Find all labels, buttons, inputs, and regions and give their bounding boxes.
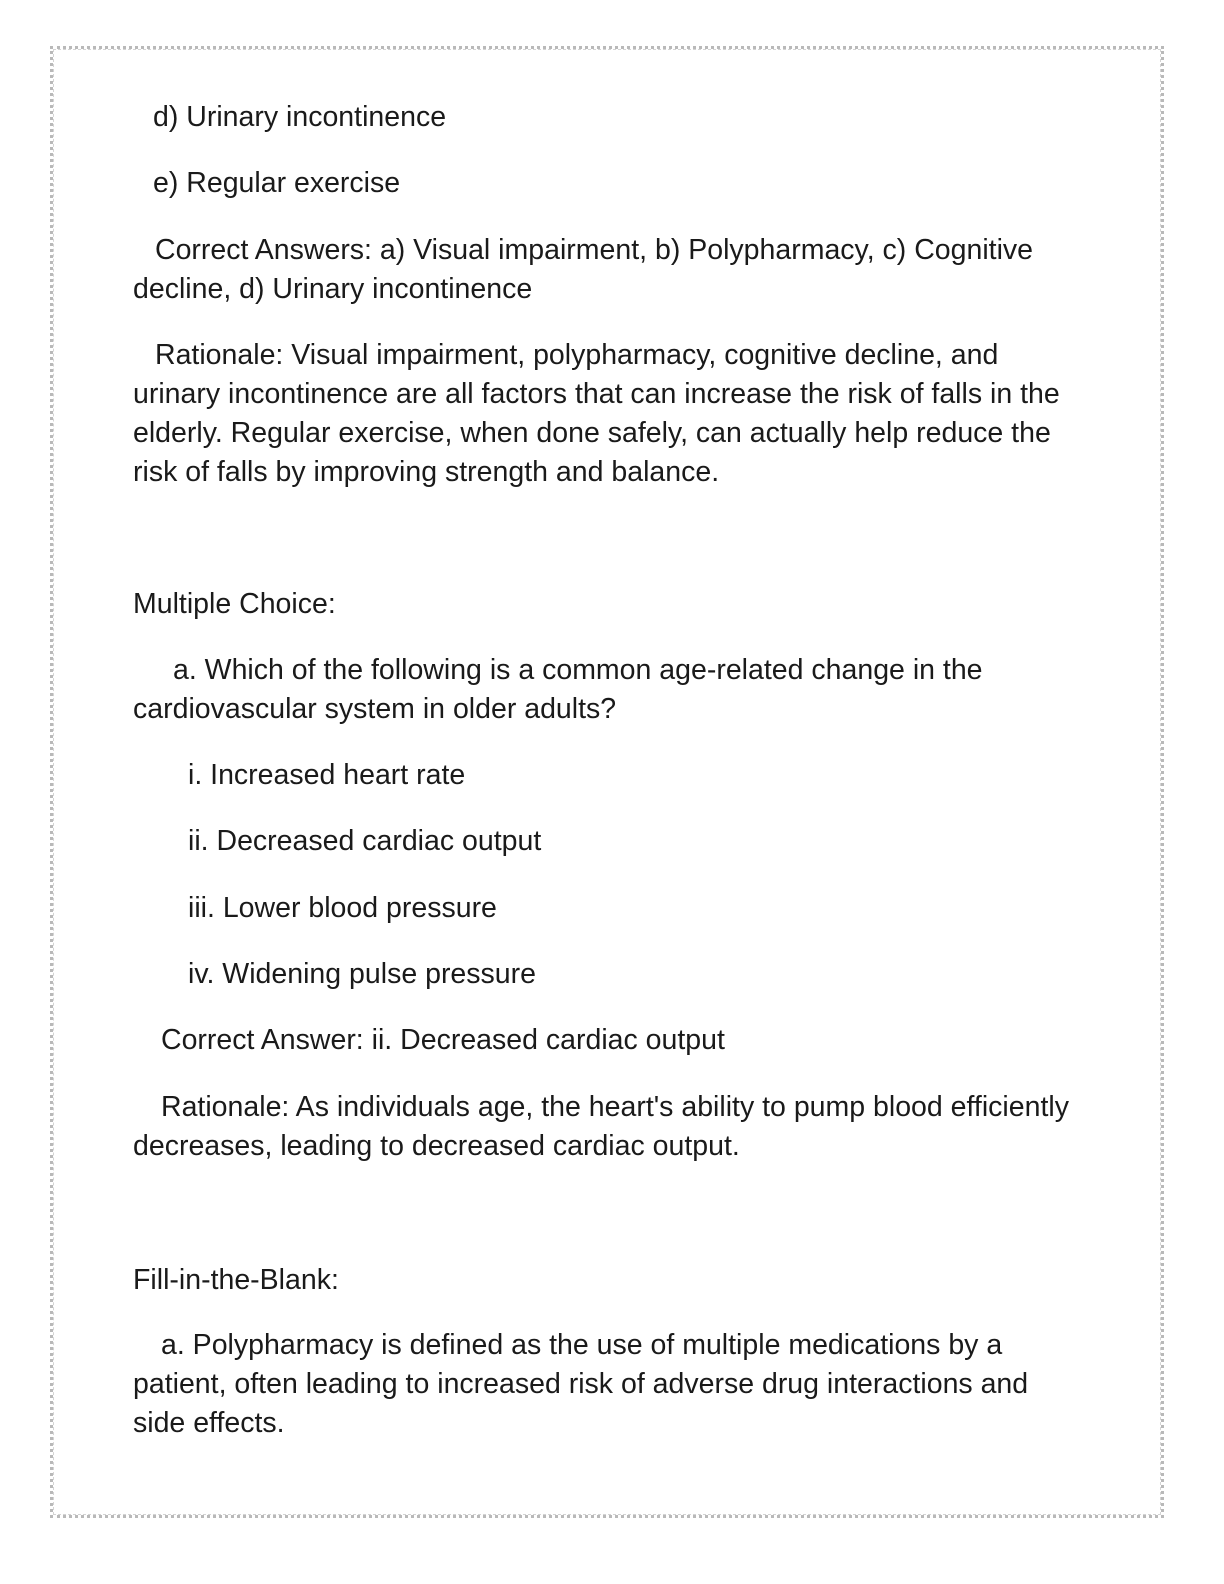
option-e: e) Regular exercise <box>153 167 401 199</box>
rationale-falls: Rationale: Visual impairment, polypharmacy, cognitive decline, and urinary incontinence are all factors that can increase the risk of falls in the elderly. Regular exercise, when done safely, can actually help reduce the risk of falls by improving strength and balance. <box>133 339 1060 488</box>
mc-option-i: i. Increased heart rate <box>188 759 466 791</box>
multiple-choice-heading: Multiple Choice: <box>133 588 336 620</box>
mc-option-iii: iii. Lower blood pressure <box>188 892 497 924</box>
option-d: d) Urinary incontinence <box>153 101 447 133</box>
correct-answers: Correct Answers: a) Visual impairment, b) Polypharmacy, c) Cognitive decline, d) Urinary incontinence <box>133 234 1034 305</box>
fitb-statement: a. Polypharmacy is defined as the use of multiple medications by a patient, often leading to increased risk of adverse drug interactions and side effects. <box>133 1329 1029 1439</box>
mc-correct-answer: Correct Answer: ii. Decreased cardiac output <box>161 1024 725 1056</box>
mc-question: a. Which of the following is a common age-related change in the cardiovascular system in older adults? <box>133 654 983 725</box>
mc-rationale: Rationale: As individuals age, the heart's ability to pump blood efficiently decreases, leading to decreased cardiac output. <box>133 1091 1069 1162</box>
mc-option-iv: iv. Widening pulse pressure <box>188 958 536 990</box>
mc-option-ii: ii. Decreased cardiac output <box>188 825 542 857</box>
fill-in-the-blank-heading: Fill-in-the-Blank: <box>133 1264 339 1296</box>
